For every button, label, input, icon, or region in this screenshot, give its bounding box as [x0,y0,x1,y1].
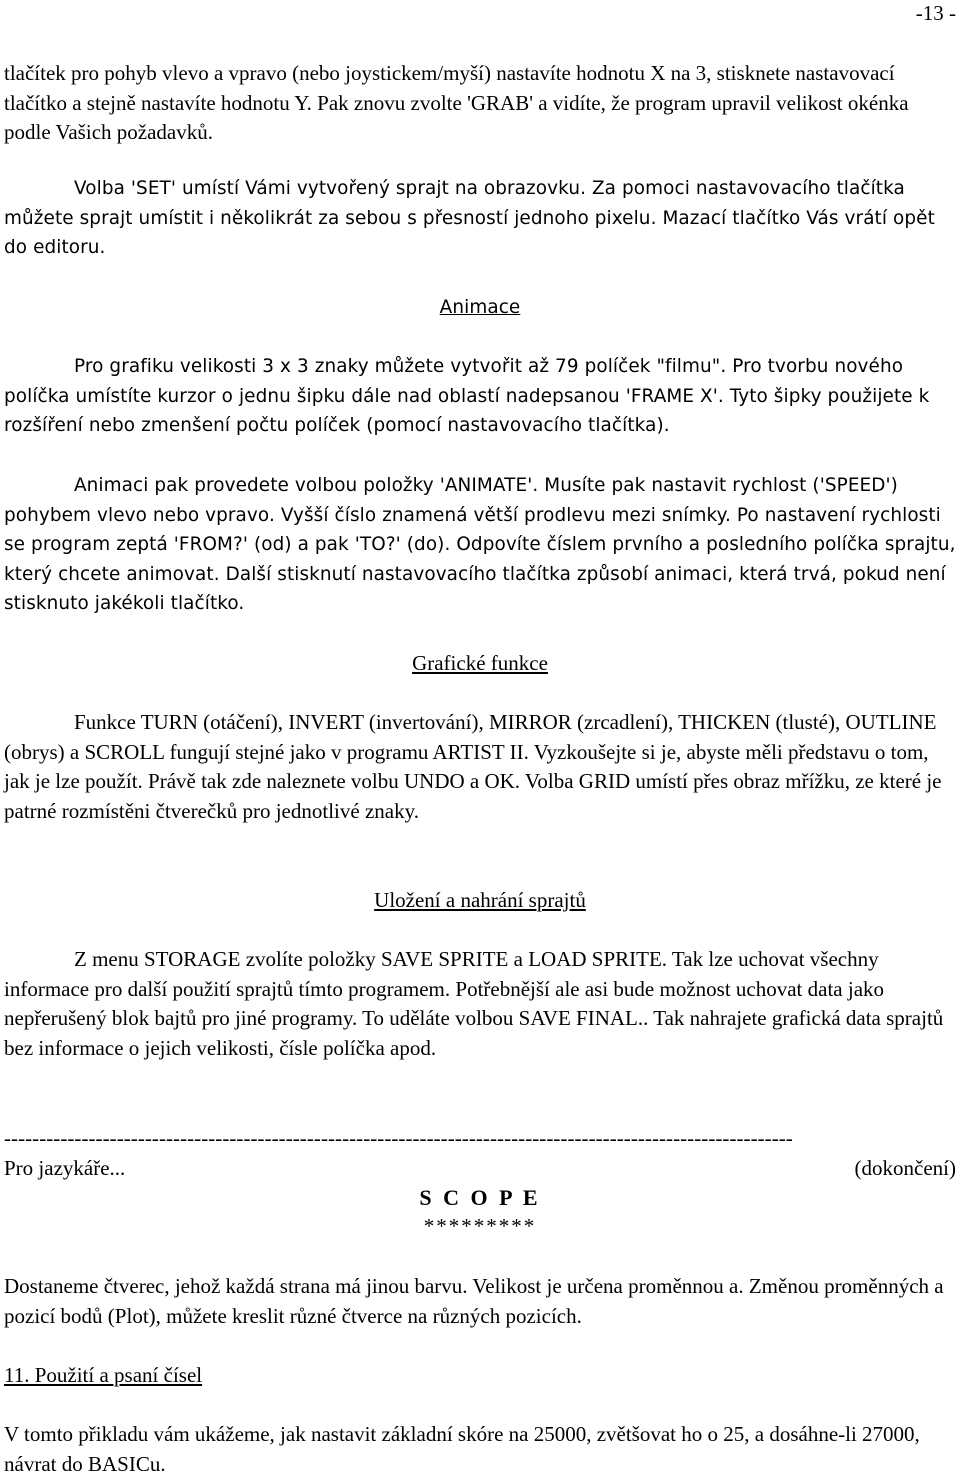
paragraph-pouziti-cisel: V tomto přikladu vám ukážeme, jak nastavit základní skóre na 25000, zvětšovat ho o 25, a dosáhne-li 27000, návrat do BASICu. [4,1422,920,1476]
paragraph-ulozeni: Z menu STORAGE zvolíte položky SAVE SPRITE a LOAD SPRITE. Tak lze uchovat všechny informace pro další použití sprajtů tímto programem. Potřebnější ale asi bude možnost uchovat data jako nepřerušený blok bajtů pro jiné programy. To uděláte volbou SAVE FINAL.. Tak nahrajete grafická data sprajtů bez informace o jejich velikosti, čísle políčka apod. [4,947,944,1060]
section-header-row [4,1154,956,1184]
paragraph-animate: Animaci pak provedete volbou položky 'ANIMATE'. Musíte pak nastavit rychlost ('SPEED') pohybem vlevo nebo vpravo. Vyšší číslo znamená větší prodlevu mezi snímky. Po nastavení rychlosti se program zeptá 'FROM?' (od) a pak 'TO?' (do). Odpovíte číslem prvního a posledního políčka sprajtu, který chcete animovat. Další stisknutí nastavovacího tlačítka způsobí animaci, která trvá, pokud není stisknuto jakékoli tlačítko. [4,475,956,615]
scope-stars: ********* [423,1214,537,1238]
heading-ulozeni: Uložení a nahrání sprajtů [374,888,586,912]
paragraph-grab: tlačítek pro pohyb vlevo a vpravo (nebo joystickem/myší) nastavíte hodnotu X na 3, stisknete nastavovací tlačítko a stejně nastavíte hodnotu Y. Pak znovu zvolte 'GRAB' a vidíte, že program upravil velikost okénka podle Vašich požadavků. [4,61,909,145]
paragraph-scope: Dostaneme čtverec, jehož každá strana má jinou barvu. Velikost je určena proměnnou a. Změnou proměnných a pozicí bodů (Plot), můžete kreslit různé čtverce na různých pozicích. [4,1274,944,1328]
paragraph-animace-frames: Pro grafiku velikosti 3 x 3 znaky můžete vytvořit až 79 políček "filmu". Pro tvorbu nového políčka umístíte kurzor o jednu šipku dále nad oblastí nadepsanou 'FRAME X'. Tyto šipky použijete k rozšíření nebo zmenšení počtu políček (pomocí nastavovacího tlačítka). [4,356,930,437]
page-number: -13 - [915,1,956,25]
section-continuation: (dokončení) [854,1156,956,1180]
section-label: Pro jazykáře... [4,1156,126,1180]
paragraph-set: Volba 'SET' umístí Vámi vytvořený sprajt na obrazovku. Za pomoci nastavovacího tlačítka můžete sprajt umístit i několikrát za sebou s přesností jednoho pixelu. Mazací tlačítko Vás vrátí opět do editoru. [4,178,935,259]
divider-line: ---------------------------------------------------------------------------------------------------------------- [4,1126,793,1150]
scope-title: S C O P E [419,1185,541,1210]
heading-pouziti-cisel: 11. Použití a psaní čísel [4,1363,203,1387]
paragraph-graficke-funkce: Funkce TURN (otáčení), INVERT (invertování), MIRROR (zrcadlení), THICKEN (tlusté), OUTLINE (obrys) a SCROLL fungují stejné jako v programu ARTIST II. Vyzkoušejte si je, abyste měli představu o tom, jak je lze použít. Právě tak zde naleznete volbu UNDO a OK. Volba GRID umístí přes obraz mřížku, ze které je patrné rozmístěni čtverečků pro jednotlivé znaky. [4,710,942,823]
heading-animace: Animace [439,297,521,318]
heading-graficke-funkce: Grafické funkce [412,651,548,675]
